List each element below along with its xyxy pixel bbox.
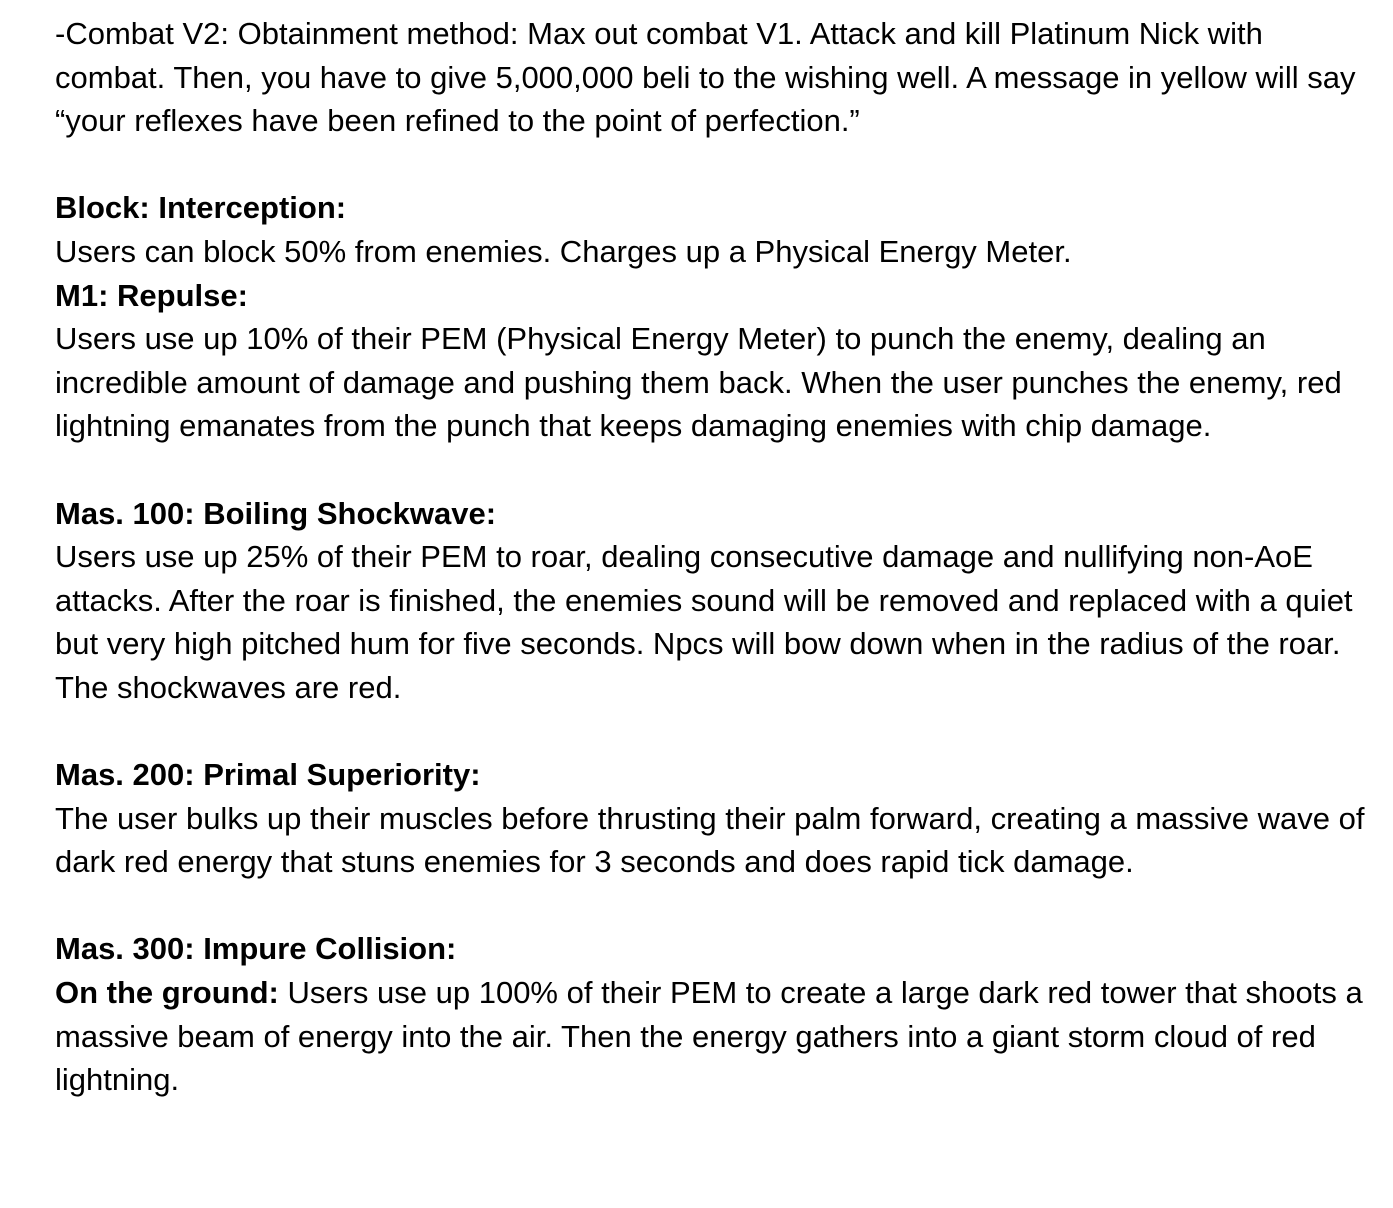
spacer [55,710,1375,754]
mas300-label: On the ground: [55,975,279,1011]
mas200-description: The user bulks up their muscles before thrusting their palm forward, creating a massive wave of dark red energy that stuns enemies for 3 seconds and does rapid tick damage. [55,800,1365,880]
mas100-heading: Mas. 100: Boiling Shockwave: [55,495,497,531]
mas300-heading: Mas. 300: Impure Collision: [55,931,457,967]
intro-paragraph: -Combat V2: Obtainment method: Max out combat V1. Attack and kill Platinum Nick with combat. Then, you have to give 5,000,000 beli to the wishing well. A message in yellow will say “your reflexes have been refined to the point of perfection.” [55,16,1356,139]
mas300-description [55,971,1375,1102]
spacer [55,884,1375,928]
document-body [55,12,1375,1102]
spacer [55,143,1375,187]
mas100-description: Users use up 25% of their PEM to roar, dealing consecutive damage and nullifying non-AoE attacks. After the roar is finished, the enemies sound will be removed and replaced with a quiet but very high pitched hum for five seconds. Npcs will bow down when in the radius of the roar. The shockwaves are red. [55,539,1353,705]
spacer [55,448,1375,492]
m1-description: Users use up 10% of their PEM (Physical Energy Meter) to punch the enemy, dealing an incredible amount of damage and pushing them back. When the user punches the enemy, red lightning emanates from the punch that keeps damaging enemies with chip damage. [55,321,1342,444]
block-heading: Block: Interception: [55,190,347,226]
mas300-text: Users use up 100% of their PEM to create a large dark red tower that shoots a massive beam of energy into the air. Then the energy gathers into a giant storm cloud of red lightning. [55,975,1363,1098]
mas200-heading: Mas. 200: Primal Superiority: [55,757,481,793]
m1-heading: M1: Repulse: [55,277,248,313]
block-description: Users can block 50% from enemies. Charges up a Physical Energy Meter. [55,233,1072,269]
